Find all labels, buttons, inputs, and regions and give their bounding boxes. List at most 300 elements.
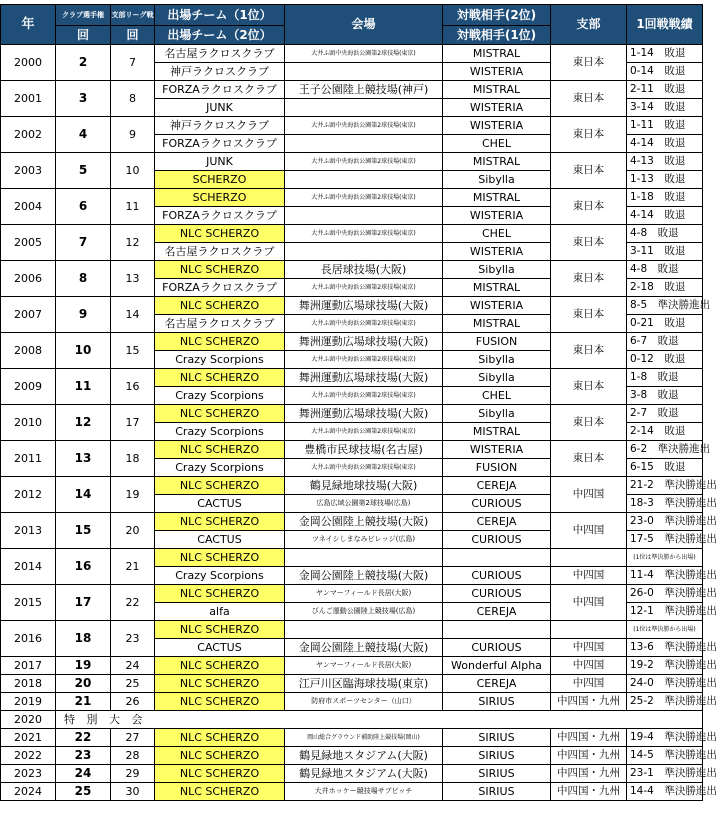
- venue-cell: 王子公園陸上競技場(神戸): [285, 81, 443, 99]
- result-cell: 4-8 敗退: [627, 225, 703, 243]
- result-cell: 0-14 敗退: [627, 63, 703, 81]
- league-round-cell: 7: [111, 45, 155, 81]
- club-round-cell: 18: [56, 621, 111, 657]
- result-cell: 17-5 準決勝進出: [627, 531, 703, 549]
- venue-cell: 大井ふ頭中央海浜公園第2球技場(東京): [285, 153, 443, 171]
- opponent-cell: SIRIUS: [443, 747, 551, 765]
- club-round-cell: 23: [56, 747, 111, 765]
- team-cell: NLC SCHERZO: [155, 621, 285, 639]
- venue-cell: [285, 135, 443, 153]
- venue-cell: 防府市スポーツセンター（山口）: [285, 693, 443, 711]
- team-cell: FORZAラクロスクラブ: [155, 207, 285, 225]
- opponent-cell: SIRIUS: [443, 765, 551, 783]
- table-row: [1, 747, 703, 765]
- club-round-cell: 10: [56, 333, 111, 369]
- team-cell: Crazy Scorpions: [155, 387, 285, 405]
- table-row: [1, 513, 703, 531]
- year-cell: 2011: [1, 441, 56, 477]
- team-cell: NLC SCHERZO: [155, 405, 285, 423]
- year-cell: 2023: [1, 765, 56, 783]
- opponent-cell: Sibylla: [443, 405, 551, 423]
- table-row: [1, 153, 703, 171]
- opponent-cell: [443, 549, 551, 567]
- year-cell: 2018: [1, 675, 56, 693]
- league-round-cell: 22: [111, 585, 155, 621]
- club-round-cell: 6: [56, 189, 111, 225]
- league-round-cell: 16: [111, 369, 155, 405]
- year-cell: 2007: [1, 297, 56, 333]
- venue-cell: 金岡公園陸上競技場(大阪): [285, 567, 443, 585]
- opponent-cell: WISTERIA: [443, 207, 551, 225]
- team-cell: NLC SCHERZO: [155, 747, 285, 765]
- opponent-cell: SIRIUS: [443, 729, 551, 747]
- league-round-cell: 17: [111, 405, 155, 441]
- club-round-cell: 17: [56, 585, 111, 621]
- result-cell: 1-8 敗退: [627, 369, 703, 387]
- table-row: [1, 333, 703, 351]
- result-cell: 8-5 準決勝進出: [627, 297, 703, 315]
- venue-cell: 舞洲運動広場球技場(大阪): [285, 369, 443, 387]
- league-round-cell: 30: [111, 783, 155, 801]
- team-cell: NLC SCHERZO: [155, 765, 285, 783]
- branch-cell: 東日本: [551, 261, 627, 297]
- venue-cell: [285, 621, 443, 639]
- venue-cell: 豊橋市民球技場(名古屋): [285, 441, 443, 459]
- table-row: [1, 117, 703, 135]
- league-round-cell: 24: [111, 657, 155, 675]
- venue-cell: 大井ふ頭中央海浜公園第2球技場(東京): [285, 225, 443, 243]
- venue-cell: 鶴見緑地球技場(大阪): [285, 477, 443, 495]
- result-cell: 1-18 敗退: [627, 189, 703, 207]
- league-round-cell: 20: [111, 513, 155, 549]
- branch-cell: 中四国: [551, 657, 627, 675]
- year-cell: 2009: [1, 369, 56, 405]
- result-cell: 21-2 準決勝進出: [627, 477, 703, 495]
- team-cell: JUNK: [155, 99, 285, 117]
- venue-cell: 鶴見緑地スタジアム(大阪): [285, 747, 443, 765]
- league-round-cell: 23: [111, 621, 155, 657]
- year-cell: 2022: [1, 747, 56, 765]
- league-round-cell: 27: [111, 729, 155, 747]
- team-cell: CACTUS: [155, 639, 285, 657]
- opponent-cell: CURIOUS: [443, 585, 551, 603]
- team-cell: alfa: [155, 603, 285, 621]
- venue-cell: 広島広域公園第2球技場(広島): [285, 495, 443, 513]
- league-round-cell: 14: [111, 297, 155, 333]
- opponent-cell: CHEL: [443, 387, 551, 405]
- year-cell: 2013: [1, 513, 56, 549]
- branch-cell: 中四国: [551, 639, 627, 657]
- col-result: 1回戦戦績: [627, 5, 703, 45]
- year-cell: 2001: [1, 81, 56, 117]
- table-row: [1, 585, 703, 603]
- year-cell: 2003: [1, 153, 56, 189]
- table-row: [1, 405, 703, 423]
- result-cell: 6-15 敗退: [627, 459, 703, 477]
- col-branch: 支部: [551, 5, 627, 45]
- league-round-cell: 11: [111, 189, 155, 225]
- result-cell: 4-8 敗退: [627, 261, 703, 279]
- year-cell: 2017: [1, 657, 56, 675]
- branch-cell: [551, 621, 627, 639]
- team-cell: FORZAラクロスクラブ: [155, 81, 285, 99]
- table-row: [1, 225, 703, 243]
- year-cell: 2016: [1, 621, 56, 657]
- club-round-cell: 9: [56, 297, 111, 333]
- empty-cell: [285, 711, 703, 729]
- venue-cell: 大井ふ頭中央海浜公園第2球技場(東京): [285, 315, 443, 333]
- table-row: [1, 81, 703, 99]
- branch-cell: 東日本: [551, 153, 627, 189]
- result-cell: 26-0 準決勝進出: [627, 585, 703, 603]
- branch-cell: 東日本: [551, 369, 627, 405]
- venue-cell: 大井ふ頭中央海浜公園第2球技場(東京): [285, 351, 443, 369]
- result-cell: 2-7 敗退: [627, 405, 703, 423]
- opponent-cell: WISTERIA: [443, 117, 551, 135]
- result-cell: 0-21 敗退: [627, 315, 703, 333]
- venue-cell: 大井ふ頭中央海浜公園第2球技場(東京): [285, 117, 443, 135]
- results-table: [0, 4, 717, 801]
- team-cell: 神戸ラクロスクラブ: [155, 63, 285, 81]
- club-round-cell: 11: [56, 369, 111, 405]
- team-cell: NLC SCHERZO: [155, 675, 285, 693]
- opponent-cell: Sibylla: [443, 261, 551, 279]
- venue-cell: 大井ふ頭中央海浜公園第2球技場(東京): [285, 387, 443, 405]
- venue-cell: 舞洲運動広場球技場(大阪): [285, 405, 443, 423]
- club-round-cell: 12: [56, 405, 111, 441]
- venue-cell: [285, 207, 443, 225]
- year-cell: 2004: [1, 189, 56, 225]
- col-club-round: 回: [56, 26, 111, 45]
- club-round-cell: 25: [56, 783, 111, 801]
- venue-cell: 長居球技場(大阪): [285, 261, 443, 279]
- table-row: [1, 765, 703, 783]
- team-cell: SCHERZO: [155, 189, 285, 207]
- opponent-cell: SIRIUS: [443, 783, 551, 801]
- opponent-cell: Sibylla: [443, 171, 551, 189]
- team-cell: Crazy Scorpions: [155, 459, 285, 477]
- opponent-cell: WISTERIA: [443, 297, 551, 315]
- result-cell: 19-4 準決勝進出: [627, 729, 703, 747]
- team-cell: SCHERZO: [155, 171, 285, 189]
- opponent-cell: SIRIUS: [443, 693, 551, 711]
- venue-cell: [285, 63, 443, 81]
- venue-cell: 大井ホッケー競技場サブピッチ: [285, 783, 443, 801]
- result-cell: 1-14 敗退: [627, 45, 703, 63]
- venue-cell: 大井ふ頭中央海浜公園第2球技場(東京): [285, 45, 443, 63]
- col-league: 支部リーグ戦: [111, 5, 155, 26]
- opponent-cell: CURIOUS: [443, 495, 551, 513]
- venue-cell: 舞洲運動広場球技場(大阪): [285, 333, 443, 351]
- team-cell: NLC SCHERZO: [155, 333, 285, 351]
- club-round-cell: 16: [56, 549, 111, 585]
- table-row: [1, 549, 703, 567]
- branch-cell: 中四国: [551, 585, 627, 621]
- venue-cell: 金岡公園陸上競技場(大阪): [285, 513, 443, 531]
- venue-cell: 大井ふ頭中央海浜公園第2球技場(東京): [285, 423, 443, 441]
- club-round-cell: 8: [56, 261, 111, 297]
- opponent-cell: WISTERIA: [443, 63, 551, 81]
- branch-cell: 中四国・九州: [551, 693, 627, 711]
- col-year: 年: [1, 5, 56, 45]
- club-round-cell: 2: [56, 45, 111, 81]
- team-cell: NLC SCHERZO: [155, 513, 285, 531]
- opponent-cell: Sibylla: [443, 369, 551, 387]
- opponent-cell: WISTERIA: [443, 99, 551, 117]
- league-round-cell: 18: [111, 441, 155, 477]
- table-body: [1, 45, 717, 801]
- col-club: クラブ選手権: [56, 5, 111, 26]
- team-cell: NLC SCHERZO: [155, 657, 285, 675]
- branch-cell: 中四国: [551, 567, 627, 585]
- opponent-cell: CURIOUS: [443, 639, 551, 657]
- col-team2: 出場チーム（2位）: [155, 26, 285, 45]
- year-cell: 2021: [1, 729, 56, 747]
- opponent-cell: MISTRAL: [443, 315, 551, 333]
- league-round-cell: 9: [111, 117, 155, 153]
- opponent-cell: FUSION: [443, 333, 551, 351]
- result-cell: 0-12 敗退: [627, 351, 703, 369]
- team-cell: 名古屋ラクロスクラブ: [155, 45, 285, 63]
- branch-cell: 東日本: [551, 225, 627, 261]
- opponent-cell: MISTRAL: [443, 81, 551, 99]
- club-round-cell: 20: [56, 675, 111, 693]
- club-round-cell: 5: [56, 153, 111, 189]
- branch-cell: 中四国・九州: [551, 729, 627, 747]
- opponent-cell: CEREJA: [443, 603, 551, 621]
- team-cell: NLC SCHERZO: [155, 477, 285, 495]
- venue-cell: [285, 549, 443, 567]
- table-row-special: [1, 711, 703, 729]
- club-round-cell: 15: [56, 513, 111, 549]
- team-cell: NLC SCHERZO: [155, 225, 285, 243]
- venue-cell: ツネイシしまなみビレッジ(広島): [285, 531, 443, 549]
- branch-cell: 東日本: [551, 81, 627, 117]
- result-cell: (1位は準決勝から出場): [627, 621, 703, 639]
- table-row: [1, 45, 703, 63]
- team-cell: 名古屋ラクロスクラブ: [155, 243, 285, 261]
- branch-cell: 中四国: [551, 675, 627, 693]
- year-cell: 2020: [1, 711, 56, 729]
- opponent-cell: FUSION: [443, 459, 551, 477]
- result-cell: 19-2 準決勝進出: [627, 657, 703, 675]
- opponent-cell: Sibylla: [443, 351, 551, 369]
- opponent-cell: CEREJA: [443, 675, 551, 693]
- year-cell: 2006: [1, 261, 56, 297]
- club-round-cell: 4: [56, 117, 111, 153]
- team-cell: CACTUS: [155, 495, 285, 513]
- venue-cell: 大井ふ頭中央海浜公園第2球技場(東京): [285, 459, 443, 477]
- result-cell: 2-14 敗退: [627, 423, 703, 441]
- team-cell: Crazy Scorpions: [155, 567, 285, 585]
- result-cell: 23-0 準決勝進出: [627, 513, 703, 531]
- year-cell: 2015: [1, 585, 56, 621]
- team-cell: FORZAラクロスクラブ: [155, 135, 285, 153]
- team-cell: NLC SCHERZO: [155, 297, 285, 315]
- opponent-cell: WISTERIA: [443, 243, 551, 261]
- table-row: [1, 621, 703, 639]
- result-cell: 4-14 敗退: [627, 135, 703, 153]
- year-cell: 2000: [1, 45, 56, 81]
- venue-cell: 鶴見緑地スタジアム(大阪): [285, 765, 443, 783]
- venue-cell: ヤンマーフィールド長居(大阪): [285, 585, 443, 603]
- branch-cell: 東日本: [551, 297, 627, 333]
- result-cell: 12-1 準決勝進出: [627, 603, 703, 621]
- col-opp2: 対戦相手(1位): [443, 26, 551, 45]
- venue-cell: 大井ふ頭中央海浜公園第2球技場(東京): [285, 189, 443, 207]
- table-row: [1, 261, 703, 279]
- league-round-cell: 8: [111, 81, 155, 117]
- branch-cell: [551, 549, 627, 567]
- team-cell: NLC SCHERZO: [155, 369, 285, 387]
- opponent-cell: CURIOUS: [443, 567, 551, 585]
- result-cell: 6-2 準決勝進出: [627, 441, 703, 459]
- opponent-cell: MISTRAL: [443, 279, 551, 297]
- table-row: [1, 369, 703, 387]
- result-cell: 6-7 敗退: [627, 333, 703, 351]
- table-row: [1, 297, 703, 315]
- venue-cell: 岡山総合グラウンド補助陸上競技場(岡山): [285, 729, 443, 747]
- team-cell: FORZAラクロスクラブ: [155, 279, 285, 297]
- branch-cell: 東日本: [551, 441, 627, 477]
- table-row: [1, 441, 703, 459]
- team-cell: 神戸ラクロスクラブ: [155, 117, 285, 135]
- team-cell: NLC SCHERZO: [155, 783, 285, 801]
- table-row: [1, 693, 703, 711]
- table-row: [1, 783, 703, 801]
- opponent-cell: CHEL: [443, 135, 551, 153]
- league-round-cell: 12: [111, 225, 155, 261]
- col-opp1: 対戦相手(2位): [443, 5, 551, 26]
- table-row: [1, 675, 703, 693]
- year-cell: 2024: [1, 783, 56, 801]
- club-round-cell: 3: [56, 81, 111, 117]
- table-row: [1, 729, 703, 747]
- table-row: [1, 477, 703, 495]
- opponent-cell: MISTRAL: [443, 423, 551, 441]
- table-row: [1, 657, 703, 675]
- table-row: [1, 189, 703, 207]
- result-cell: 4-13 敗退: [627, 153, 703, 171]
- venue-cell: ヤンマーフィールド長居(大阪): [285, 657, 443, 675]
- branch-cell: 東日本: [551, 333, 627, 369]
- opponent-cell: [443, 621, 551, 639]
- result-cell: (1位は準決勝から出場): [627, 549, 703, 567]
- league-round-cell: 10: [111, 153, 155, 189]
- club-round-cell: 13: [56, 441, 111, 477]
- result-cell: 2-18 敗退: [627, 279, 703, 297]
- col-venue: 会場: [285, 5, 443, 45]
- result-cell: 11-4 準決勝進出: [627, 567, 703, 585]
- venue-cell: [285, 243, 443, 261]
- club-round-cell: 22: [56, 729, 111, 747]
- team-cell: CACTUS: [155, 531, 285, 549]
- branch-cell: 中四国: [551, 477, 627, 513]
- league-round-cell: 13: [111, 261, 155, 297]
- year-cell: 2005: [1, 225, 56, 261]
- result-cell: 18-3 準決勝進出: [627, 495, 703, 513]
- branch-cell: 東日本: [551, 189, 627, 225]
- venue-cell: 金岡公園陸上競技場(大阪): [285, 639, 443, 657]
- year-cell: 2012: [1, 477, 56, 513]
- team-cell: 名古屋ラクロスクラブ: [155, 315, 285, 333]
- league-round-cell: 28: [111, 747, 155, 765]
- branch-cell: 東日本: [551, 405, 627, 441]
- result-cell: 1-11 敗退: [627, 117, 703, 135]
- result-cell: 4-14 敗退: [627, 207, 703, 225]
- opponent-cell: Wonderful Alpha: [443, 657, 551, 675]
- team-cell: NLC SCHERZO: [155, 261, 285, 279]
- branch-cell: 中四国: [551, 513, 627, 549]
- opponent-cell: CURIOUS: [443, 531, 551, 549]
- team-cell: NLC SCHERZO: [155, 441, 285, 459]
- result-cell: 3-14 敗退: [627, 99, 703, 117]
- branch-cell: 東日本: [551, 45, 627, 81]
- opponent-cell: CEREJA: [443, 513, 551, 531]
- year-cell: 2008: [1, 333, 56, 369]
- club-round-cell: 7: [56, 225, 111, 261]
- league-round-cell: 15: [111, 333, 155, 369]
- result-cell: 24-0 準決勝進出: [627, 675, 703, 693]
- team-cell: Crazy Scorpions: [155, 351, 285, 369]
- club-round-cell: 21: [56, 693, 111, 711]
- team-cell: NLC SCHERZO: [155, 549, 285, 567]
- team-cell: NLC SCHERZO: [155, 729, 285, 747]
- club-round-cell: 24: [56, 765, 111, 783]
- venue-cell: [285, 99, 443, 117]
- opponent-cell: CHEL: [443, 225, 551, 243]
- branch-cell: 中四国・九州: [551, 765, 627, 783]
- venue-cell: 江戸川区臨海球技場(東京): [285, 675, 443, 693]
- opponent-cell: MISTRAL: [443, 189, 551, 207]
- opponent-cell: CEREJA: [443, 477, 551, 495]
- special-event-cell: 特 別 大 会: [56, 711, 285, 729]
- league-round-cell: 26: [111, 693, 155, 711]
- branch-cell: 中四国・九州: [551, 783, 627, 801]
- team-cell: JUNK: [155, 153, 285, 171]
- venue-cell: [285, 171, 443, 189]
- year-cell: 2019: [1, 693, 56, 711]
- club-round-cell: 19: [56, 657, 111, 675]
- branch-cell: 東日本: [551, 117, 627, 153]
- result-cell: 14-4 準決勝進出: [627, 783, 703, 801]
- opponent-cell: MISTRAL: [443, 45, 551, 63]
- team-cell: Crazy Scorpions: [155, 423, 285, 441]
- league-round-cell: 29: [111, 765, 155, 783]
- result-cell: 23-1 準決勝進出: [627, 765, 703, 783]
- venue-cell: 舞洲運動広場球技場(大阪): [285, 297, 443, 315]
- year-cell: 2014: [1, 549, 56, 585]
- year-cell: 2010: [1, 405, 56, 441]
- col-league-round: 回: [111, 26, 155, 45]
- league-round-cell: 21: [111, 549, 155, 585]
- result-cell: 25-2 準決勝進出: [627, 693, 703, 711]
- result-cell: 14-5 準決勝進出: [627, 747, 703, 765]
- league-round-cell: 19: [111, 477, 155, 513]
- result-cell: 1-13 敗退: [627, 171, 703, 189]
- branch-cell: 中四国・九州: [551, 747, 627, 765]
- team-cell: NLC SCHERZO: [155, 693, 285, 711]
- result-cell: 3-8 敗退: [627, 387, 703, 405]
- opponent-cell: WISTERIA: [443, 441, 551, 459]
- opponent-cell: MISTRAL: [443, 153, 551, 171]
- result-cell: 3-11 敗退: [627, 243, 703, 261]
- team-cell: NLC SCHERZO: [155, 585, 285, 603]
- result-cell: 13-6 準決勝進出: [627, 639, 703, 657]
- venue-cell: びんご運動公園陸上競技場(広島): [285, 603, 443, 621]
- year-cell: 2002: [1, 117, 56, 153]
- venue-cell: 大井ふ頭中央海浜公園第2球技場(東京): [285, 279, 443, 297]
